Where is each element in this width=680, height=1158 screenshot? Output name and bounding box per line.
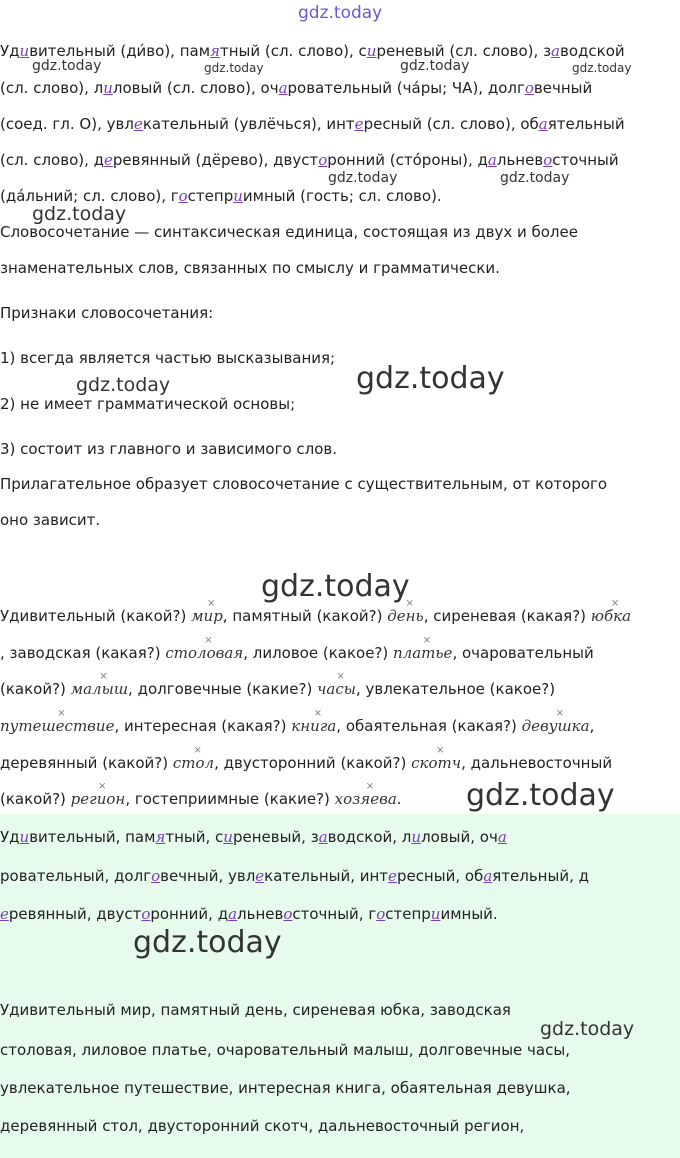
block4-line3: увлекательное путешествие, интересная книга, обаятельная девушка, [0,1079,571,1097]
block1-line4: (сл. слово), деревянный (дёрево), двусторонний (сто́роны), дальневосточный [0,151,619,169]
signs-item-1: 1) всегда является частью высказывания; [0,349,336,367]
block2-line1: Удивительный (какой?) мир × , памятный (какой?) день × , сиреневая (какая?) юбка × [0,598,632,625]
watermark: gdz.today [572,61,632,75]
watermark: gdz.today [32,58,102,74]
noun-mir: мир × [191,598,223,625]
block4-line4: деревянный стол, двусторонний скотч, дальневосточный регион, [0,1117,525,1135]
watermark: gdz.today [356,361,505,396]
noun-stolovaya: столовая × [165,635,244,662]
noun-kniga: книга × [291,708,337,735]
block4-line2: столовая, лиловое платье, очаровательный малыш, долговечные часы, [0,1041,570,1059]
watermark: gdz.today [261,569,410,604]
noun-skotch: скотч × [411,745,462,772]
noun-stol: стол × [172,745,215,772]
block3-line2: ровательный, долговечный, увлекательный, интересный, обаятельный, д [0,867,589,885]
signs-item-3: 3) состоит из главного и зависимого слов. [0,440,338,458]
block1-line3: (соед. гл. О), увлекательный (увлёчься), интересный (сл. слово), обаятельный [0,115,625,133]
block2-line4: путешествие × , интересная (какая?) книга × , обаятельная (какая?) девушка × , [0,708,595,735]
watermark-top: gdz.today [298,3,383,23]
noun-chasy: часы × [317,671,356,698]
block1-line1: Удивительный (ди́во), памятный (сл. слово), сиреневый (сл. слово), заводской [0,42,625,60]
noun-puteshestvie: путешествие × [0,708,115,735]
noun-platye: платье × [393,635,453,662]
watermark: gdz.today [466,778,615,813]
noun-khozyaeva: хозяева × [334,781,397,808]
noun-den: день × [387,598,424,625]
block1-line5: (да́льний; сл. слово), гостеприимный (гость; сл. слово). [0,187,442,205]
watermark: gdz.today [400,58,470,74]
watermark: gdz.today [76,374,171,396]
watermark: gdz.today [500,170,570,186]
block3-line3: еревянный, двусторонний, дальневосточный, гостеприимный. [0,905,498,923]
signs-heading: Признаки словосочетания: [0,304,214,322]
block2-line3: (какой?) малыш × , долговечные (какие?) часы × , увлекательное (какое?) [0,671,556,698]
watermark: gdz.today [540,1018,635,1040]
block3-line1: Удивительный, памятный, сиреневый, заводской, лиловый, оча [0,828,507,846]
adj-rule-line1: Прилагательное образует словосочетание с существительным, от которого [0,475,608,493]
noun-yubka: юбка × [590,598,632,625]
watermark: gdz.today [32,203,127,225]
noun-malysh: малыш × [70,671,129,698]
signs-item-2: 2) не имеет грамматической основы; [0,395,296,413]
block2-line6: (какой?) регион × , гостеприимные (какие?) хозяева × . [0,781,402,808]
watermark: gdz.today [133,925,282,960]
definition-line2: знаменательных слов, связанных по смыслу и грамматически. [0,259,500,277]
block2-line2: , заводская (какая?) столовая × , лиловое (какое?) платье × , очаровательный [0,635,594,662]
definition-line1: Словосочетание — синтаксическая единица, состоящая из двух и более [0,223,578,241]
adj-rule-line2: оно зависит. [0,511,101,529]
block1-line2: (сл. слово), лиловый (сл. слово), очаровательный (ча́ры; ЧА), долговечный [0,79,593,97]
noun-region: регион × [70,781,126,808]
block4-line1: Удивительный мир, памятный день, сиреневая юбка, заводская [0,1001,511,1019]
watermark: gdz.today [328,170,398,186]
block2-line5: деревянный (какой?) стол × , двусторонний (какой?) скотч × , дальневосточный [0,745,613,772]
noun-devushka: девушка × [521,708,590,735]
watermark: gdz.today [204,61,264,75]
